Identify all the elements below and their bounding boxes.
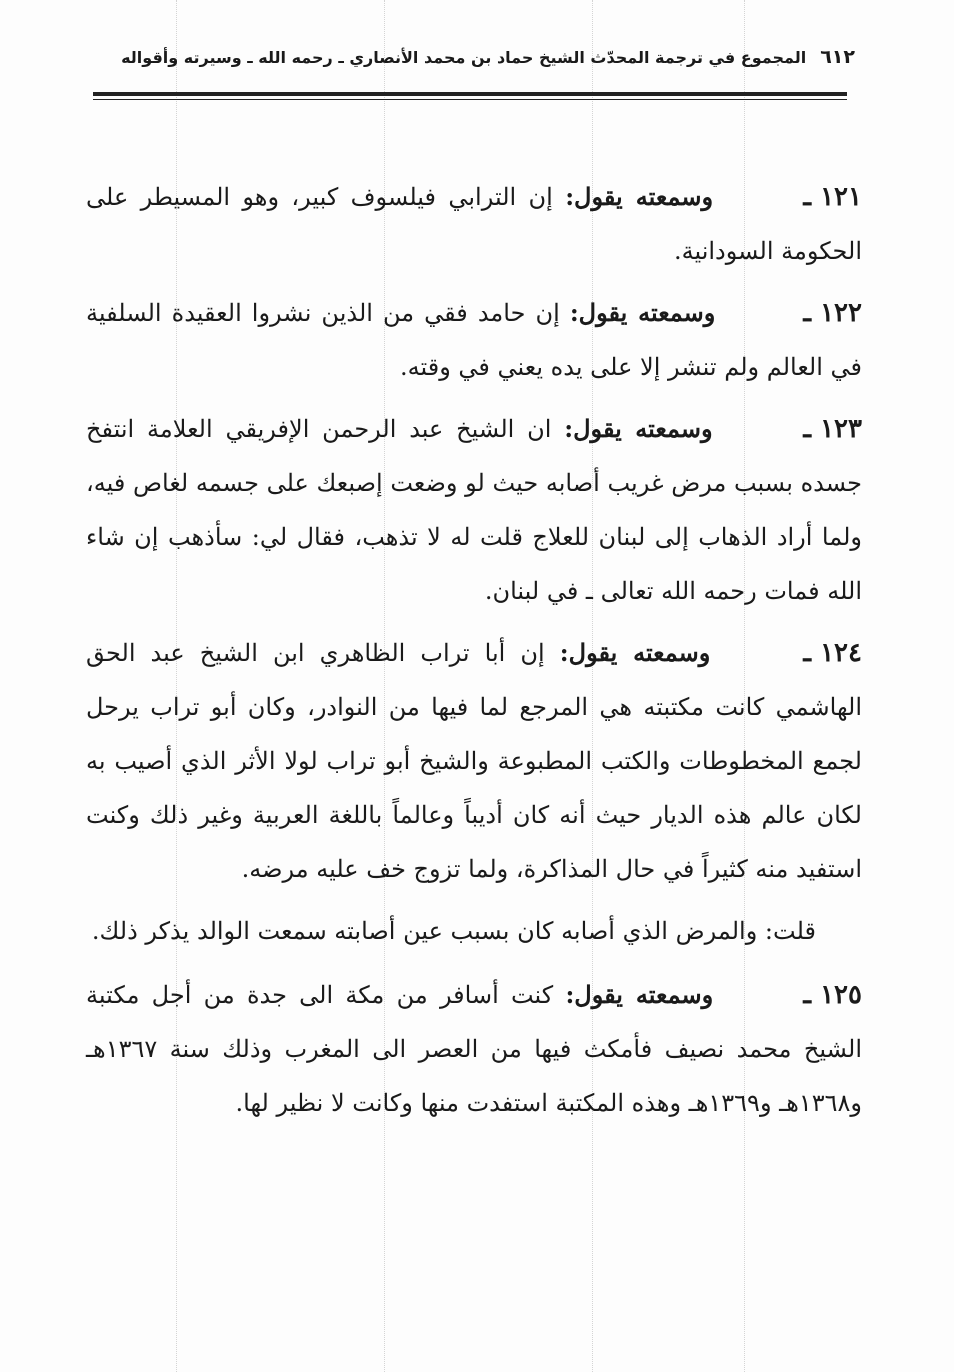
- entry-text: إن الترابي فيلسوف كبير، وهو المسيطر على الحكومة السودانية.: [86, 183, 862, 265]
- header-rule-thick: [93, 92, 847, 96]
- entry-intro: وسمعته يقول:: [564, 414, 713, 443]
- entry-122: [86, 286, 862, 394]
- entry-number: ١٢٤ ـ: [803, 638, 862, 668]
- page-body: [86, 170, 862, 1138]
- entry-intro: وسمعته يقول:: [559, 638, 711, 667]
- note-text: قلت: والمرض الذي أصابه كان بسبب عين أصابته سمعت الوالد يذكر ذلك.: [91, 917, 816, 945]
- entry-text: ان الشيخ عبد الرحمن الإفريقي العلامة انتفخ جسده بسبب مرض غريب أصابه حيث لو وضعت إصبعك على جسمه لغاص فيه، ولما أراد الذهاب إلى لبنان للعلاج قلت له لا تذهب، فقال لي: سأذهب إن شاء الله فمات رحمه الله تعالى ـ في لبنان.: [86, 415, 862, 605]
- entry-text: كنت أسافر من مكة الى جدة من أجل مكتبة الشيخ محمد نصيف فأمكث فيها من العصر الى المغرب وذلك سنة ١٣٦٧هـ و١٣٦٨هـ و١٣٦٩هـ وهذه المكتبة استفدت منها وكانت لا نظير لها.: [86, 981, 862, 1117]
- header-rule-thin: [93, 99, 847, 100]
- entry-intro: وسمعته يقول:: [569, 298, 716, 327]
- entry-number: ١٢٢ ـ: [803, 298, 862, 328]
- entry-intro: وسمعته يقول:: [565, 980, 714, 1009]
- page-header: [95, 40, 855, 74]
- entry-124: [86, 626, 862, 896]
- page-number: ٦١٢: [820, 46, 855, 68]
- entry-121: [86, 170, 862, 278]
- entry-number: ١٢٣ ـ: [803, 414, 862, 444]
- entry-125: [86, 968, 862, 1130]
- entry-number: ١٢٥ ـ: [803, 980, 862, 1010]
- entry-123: [86, 402, 862, 618]
- running-title: المجموع في ترجمة المحدّث الشيخ حماد بن محمد الأنصاري ـ رحمه الله ـ وسيرته وأقواله: [121, 47, 807, 67]
- entry-intro: وسمعته يقول:: [565, 182, 714, 211]
- entry-number: ١٢١ ـ: [803, 182, 862, 212]
- entry-text: إن حامد فقي من الذين نشروا العقيدة السلفية في العالم ولم تنشر إلا على يده يعني في وقته.: [86, 299, 862, 381]
- entry-text: إن أبا تراب الظاهري ابن الشيخ عبد الحق الهاشمي كانت مكتبته هي المرجع لما فيها من النوادر، وكان أبو تراب يرحل لجمع المخطوطات والكتب المطبوعة والشيخ أبو تراب لولا الأثر الذي أصيب به لكان عالم هذه الديار حيث أنه كان أديباً وعالماً باللغة العربية وغير ذلك وكنت استفيد منه كثيراً في حال المذاكرة، ولما تزوج خف عليه مرضه.: [86, 639, 862, 883]
- editor-note: [86, 904, 862, 958]
